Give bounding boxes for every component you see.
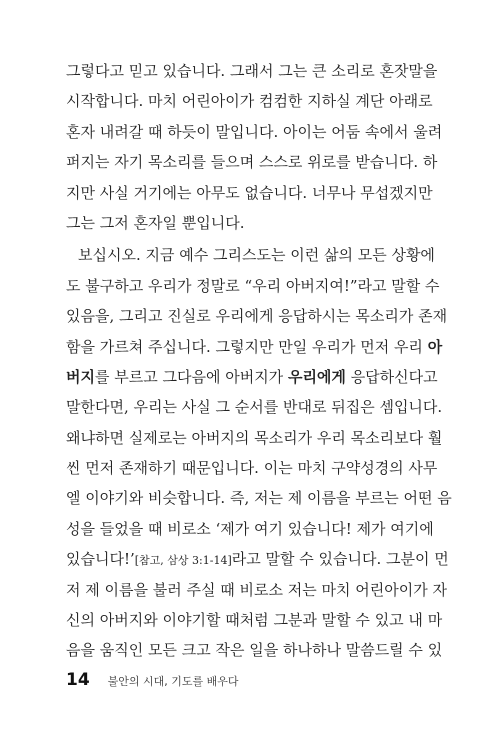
text-line: 지만 사실 거기에는 아무도 없습니다. 너무나 무섭겠지만 <box>66 183 433 202</box>
text-span: 라고 말할 수 있습니다. 그분이 먼 <box>231 550 449 569</box>
text-line: 퍼지는 자기 목소리를 들으며 스스로 위로를 받습니다. 하 <box>66 153 438 172</box>
page-footer <box>66 670 239 690</box>
scripture-reference: [참고, 삼상 3:1-14] <box>134 554 232 568</box>
text-line: 시작합니다. 마치 어린아이가 컴컴한 지하실 계단 아래로 <box>66 92 433 111</box>
text-line: 그는 그저 혼자일 뿐입니다. <box>66 213 245 232</box>
text-line <box>66 544 449 574</box>
text-line: 있음을, 그리고 진실로 우리에게 응답하시는 목소리가 존재 <box>66 307 448 326</box>
text-line: 씬 먼저 존재하기 때문입니다. 이는 마치 구약성경의 사무 <box>66 459 438 478</box>
text-line: 그렇다고 믿고 있습니다. 그래서 그는 큰 소리로 혼잣말을 <box>66 62 438 80</box>
text-line <box>66 362 438 392</box>
text-line: 엘 이야기와 비슷합니다. 즉, 저는 제 이름을 부르는 어떤 음 <box>66 489 452 508</box>
text-span: 함을 가르쳐 주십니다. 그렇지만 만일 우리가 먼저 우리 <box>66 337 428 356</box>
text-line: 보십시오. 지금 예수 그리스도는 이런 삶의 모든 상황에 <box>78 246 435 265</box>
emphasis-text: 우리에게 <box>287 367 346 386</box>
text-line: 성을 들었을 때 비로소 ‘제가 여기 있습니다! 제가 여기에 <box>66 519 434 538</box>
text-line: 음을 움직인 모든 크고 작은 일을 하나하나 말씀드릴 수 있 <box>66 641 443 660</box>
page-number: 14 <box>66 670 90 690</box>
text-line: 저 제 이름을 불러 주실 때 비로소 저는 마치 어린아이가 자 <box>66 580 447 599</box>
text-span: 를 부르고 그다음에 아버지가 <box>94 367 288 386</box>
text-line: 말한다면, 우리는 사실 그 순서를 반대로 뒤집은 셈입니다. <box>66 398 443 417</box>
text-span: 응답하신다고 <box>345 367 438 386</box>
emphasis-text: 아 <box>427 337 443 356</box>
text-line: 혼자 내려갈 때 하듯이 말입니다. 아이는 어둠 속에서 울려 <box>66 122 443 141</box>
emphasis-text: 버지 <box>66 367 95 386</box>
text-line: 신의 아버지와 이야기할 때처럼 그분과 말할 수 있고 내 마 <box>66 611 443 630</box>
running-title: 불안의 시대, 기도를 배우다 <box>107 675 239 688</box>
text-span: 있습니다!’ <box>66 550 135 569</box>
text-line: 왜냐하면 실제로는 아버지의 목소리가 우리 목소리보다 훨 <box>66 428 443 447</box>
body-text <box>66 56 452 666</box>
text-line <box>66 332 443 362</box>
text-line: 도 불구하고 우리가 정말로 “우리 아버지여!”라고 말할 수 <box>66 276 440 295</box>
